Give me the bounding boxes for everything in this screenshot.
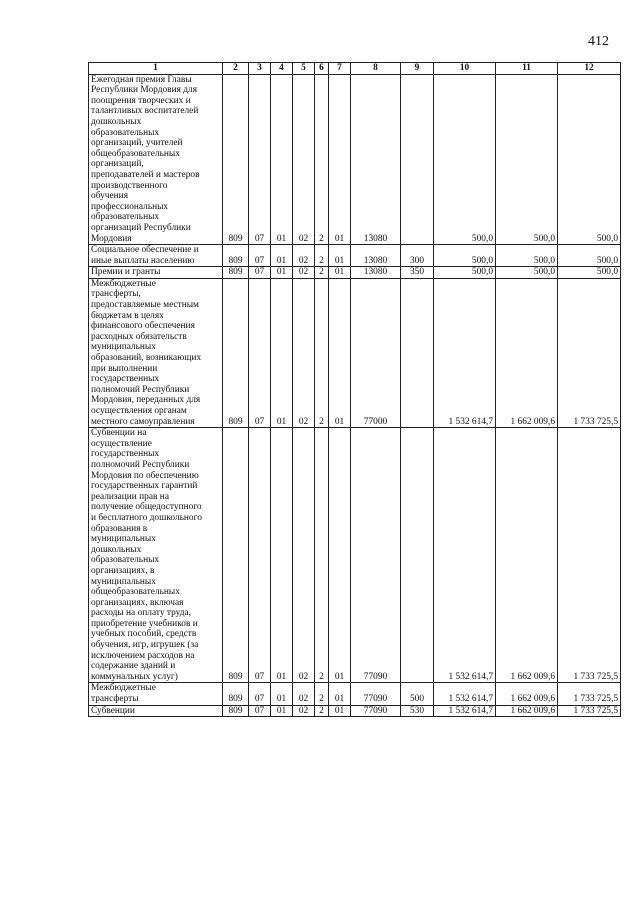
cell-c9 bbox=[401, 428, 434, 683]
header-cell: 10 bbox=[434, 63, 496, 75]
cell-c12: 500,0 bbox=[558, 74, 621, 245]
cell-c10: 1 532 614,7 bbox=[434, 705, 496, 717]
header-cell: 7 bbox=[329, 63, 351, 75]
row-name-line: образовательных bbox=[91, 555, 160, 566]
cell-c10: 1 532 614,7 bbox=[434, 428, 496, 683]
row-name-line: Субвенции bbox=[91, 705, 135, 716]
row-name-line: и бесплатного дошкольного bbox=[91, 512, 202, 523]
cell-c11: 500,0 bbox=[496, 245, 558, 267]
cell-c8: 77090 bbox=[351, 428, 401, 683]
cell-c6: 2 bbox=[315, 705, 329, 717]
cell-c6: 2 bbox=[315, 278, 329, 427]
row-name-line: организаций, bbox=[91, 159, 144, 170]
cell-c9: 500 bbox=[401, 683, 434, 705]
row-name-line: образования в bbox=[91, 523, 148, 534]
row-name-line: полномочий Республики bbox=[91, 384, 190, 395]
cell-c9: 530 bbox=[401, 705, 434, 717]
row-name-line: государственных bbox=[91, 374, 160, 385]
row-name-line: организаций, учителей bbox=[91, 138, 183, 149]
row-name-line: общеобразовательных bbox=[91, 148, 180, 159]
cell-c3: 07 bbox=[249, 267, 271, 279]
cell-c4: 01 bbox=[271, 705, 293, 717]
cell-c7: 01 bbox=[329, 245, 351, 267]
cell-c9 bbox=[401, 74, 434, 245]
cell-c8: 13080 bbox=[351, 74, 401, 245]
row-name-line: дошкольных bbox=[91, 116, 142, 127]
row-name-cell bbox=[89, 705, 223, 717]
cell-c7: 01 bbox=[329, 74, 351, 245]
cell-c4: 01 bbox=[271, 245, 293, 267]
row-name-line: дошкольных bbox=[91, 544, 142, 555]
row-name-line: трансферты, bbox=[91, 289, 141, 300]
row-name-cell bbox=[89, 74, 223, 245]
header-cell: 4 bbox=[271, 63, 293, 75]
header-cell: 6 bbox=[315, 63, 329, 75]
row-name-line: получение общедоступного bbox=[91, 502, 202, 513]
cell-c4: 01 bbox=[271, 428, 293, 683]
cell-c2: 809 bbox=[223, 705, 249, 717]
header-cell: 1 bbox=[89, 63, 223, 75]
cell-c12: 1 733 725,5 bbox=[558, 705, 621, 717]
cell-c3: 07 bbox=[249, 705, 271, 717]
cell-c2: 809 bbox=[223, 278, 249, 427]
row-name-line: Мордовия bbox=[91, 233, 132, 244]
cell-c11: 1 662 009,6 bbox=[496, 278, 558, 427]
cell-c5: 02 bbox=[293, 683, 315, 705]
cell-c5: 02 bbox=[293, 267, 315, 279]
cell-c3: 07 bbox=[249, 74, 271, 245]
cell-c8: 77000 bbox=[351, 278, 401, 427]
cell-c7: 01 bbox=[329, 278, 351, 427]
budget-table bbox=[88, 62, 621, 717]
cell-c11: 500,0 bbox=[496, 267, 558, 279]
row-name-line: трансферты bbox=[91, 694, 139, 705]
row-name-cell bbox=[89, 278, 223, 427]
cell-c11: 1 662 009,6 bbox=[496, 683, 558, 705]
header-cell: 8 bbox=[351, 63, 401, 75]
row-name-line: иные выплаты населению bbox=[91, 255, 195, 266]
cell-c5: 02 bbox=[293, 74, 315, 245]
row-name-line: предоставляемые местным bbox=[91, 300, 199, 311]
cell-c6: 2 bbox=[315, 74, 329, 245]
row-name-line: организаций Республики bbox=[91, 222, 191, 233]
cell-c8: 13080 bbox=[351, 245, 401, 267]
row-name-line: общеобразовательных bbox=[91, 587, 180, 598]
header-cell: 3 bbox=[249, 63, 271, 75]
cell-c3: 07 bbox=[249, 428, 271, 683]
cell-c7: 01 bbox=[329, 683, 351, 705]
row-name-line: исключением расходов на bbox=[91, 650, 195, 661]
row-name-line: Социальное обеспечение и bbox=[91, 245, 199, 256]
row-name-line: производственного bbox=[91, 180, 168, 191]
header-row bbox=[89, 63, 621, 75]
row-name-line: профессиональных bbox=[91, 201, 169, 212]
row-name-cell bbox=[89, 245, 223, 267]
table-body bbox=[89, 74, 621, 717]
cell-c7: 01 bbox=[329, 428, 351, 683]
cell-c12: 1 733 725,5 bbox=[558, 683, 621, 705]
cell-c12: 1 733 725,5 bbox=[558, 428, 621, 683]
cell-c2: 809 bbox=[223, 74, 249, 245]
header-cell: 9 bbox=[401, 63, 434, 75]
table-row bbox=[89, 705, 621, 717]
row-name-line: муниципальных bbox=[91, 576, 156, 587]
cell-c7: 01 bbox=[329, 267, 351, 279]
table-row bbox=[89, 428, 621, 683]
row-name-line: образовательных bbox=[91, 127, 160, 138]
row-name-line: Премии и гранты bbox=[91, 267, 161, 278]
cell-c12: 1 733 725,5 bbox=[558, 278, 621, 427]
row-name-cell bbox=[89, 683, 223, 705]
row-name-line: Мордовия по обеспечению bbox=[91, 470, 199, 481]
cell-c9 bbox=[401, 278, 434, 427]
row-name-cell bbox=[89, 267, 223, 279]
cell-c12: 500,0 bbox=[558, 267, 621, 279]
row-name-line: организациях, в bbox=[91, 565, 155, 576]
cell-c11: 1 662 009,6 bbox=[496, 705, 558, 717]
table-row bbox=[89, 683, 621, 705]
cell-c5: 02 bbox=[293, 278, 315, 427]
header-cell: 2 bbox=[223, 63, 249, 75]
cell-c2: 809 bbox=[223, 428, 249, 683]
cell-c4: 01 bbox=[271, 683, 293, 705]
row-name-line: государственных bbox=[91, 449, 160, 460]
row-name-line: Межбюджетные bbox=[91, 683, 156, 694]
cell-c7: 01 bbox=[329, 705, 351, 717]
cell-c2: 809 bbox=[223, 245, 249, 267]
cell-c8: 77090 bbox=[351, 683, 401, 705]
row-name-line: обучения bbox=[91, 191, 129, 202]
cell-c2: 809 bbox=[223, 267, 249, 279]
row-name-line: содержание зданий и bbox=[91, 661, 176, 672]
row-name-line: учебных пособий, средств bbox=[91, 629, 197, 640]
row-name-line: Мордовия, переданных для bbox=[91, 395, 201, 406]
cell-c12: 500,0 bbox=[558, 245, 621, 267]
cell-c4: 01 bbox=[271, 267, 293, 279]
row-name-line: полномочий Республики bbox=[91, 459, 190, 470]
row-name-line: образований, возникающих bbox=[91, 353, 202, 364]
row-name-cell bbox=[89, 428, 223, 683]
row-name-line: Межбюджетные bbox=[91, 278, 156, 289]
row-name-line: Республики Мордовия для bbox=[91, 85, 198, 96]
page-number: 412 bbox=[588, 34, 609, 49]
row-name-line: организациях, включая bbox=[91, 597, 184, 608]
cell-c2: 809 bbox=[223, 683, 249, 705]
row-name-line: расходы на оплату труда, bbox=[91, 608, 192, 619]
cell-c10: 500,0 bbox=[434, 245, 496, 267]
cell-c5: 02 bbox=[293, 705, 315, 717]
header-cell: 12 bbox=[558, 63, 621, 75]
cell-c10: 500,0 bbox=[434, 267, 496, 279]
cell-c6: 2 bbox=[315, 245, 329, 267]
row-name-line: государственных гарантий bbox=[91, 481, 198, 492]
cell-c10: 1 532 614,7 bbox=[434, 278, 496, 427]
cell-c6: 2 bbox=[315, 683, 329, 705]
cell-c4: 01 bbox=[271, 74, 293, 245]
row-name-line: преподавателей и мастеров bbox=[91, 169, 200, 180]
row-name-line: осуществления органам bbox=[91, 406, 187, 416]
row-name-line: при выполнении bbox=[91, 363, 158, 374]
cell-c11: 1 662 009,6 bbox=[496, 428, 558, 683]
row-name-line: талантливых воспитателей bbox=[91, 106, 199, 117]
row-name-line: финансового обеспечения bbox=[91, 321, 195, 332]
header-cell: 5 bbox=[293, 63, 315, 75]
cell-c6: 2 bbox=[315, 428, 329, 683]
row-name-line: бюджетам в целях bbox=[91, 310, 164, 321]
row-name-line: коммунальных услуг) bbox=[91, 671, 178, 682]
row-name-line: муниципальных bbox=[91, 534, 156, 545]
row-name-line: обучения, игр, игрушек (за bbox=[91, 640, 199, 651]
cell-c3: 07 bbox=[249, 683, 271, 705]
cell-c4: 01 bbox=[271, 278, 293, 427]
cell-c11: 500,0 bbox=[496, 74, 558, 245]
row-name-line: местного самоуправления bbox=[91, 416, 195, 427]
cell-c5: 02 bbox=[293, 428, 315, 683]
row-name-line: поощрения творческих и bbox=[91, 95, 191, 106]
row-name-line: приобретение учебников и bbox=[91, 618, 198, 629]
cell-c3: 07 bbox=[249, 278, 271, 427]
table-row bbox=[89, 267, 621, 279]
cell-c6: 2 bbox=[315, 267, 329, 279]
row-name-line: расходных обязательств bbox=[91, 331, 187, 342]
table-row bbox=[89, 245, 621, 267]
row-name-line: осуществление bbox=[91, 438, 152, 449]
row-name-line: Субвенции на bbox=[91, 428, 147, 439]
cell-c9: 300 bbox=[401, 245, 434, 267]
row-name-line: образовательных bbox=[91, 212, 160, 223]
table-row bbox=[89, 74, 621, 245]
cell-c9: 350 bbox=[401, 267, 434, 279]
row-name-line: реализации прав на bbox=[91, 491, 169, 502]
cell-c10: 500,0 bbox=[434, 74, 496, 245]
row-name-line: Ежегодная премия Главы bbox=[91, 74, 192, 85]
row-name-line: муниципальных bbox=[91, 342, 156, 353]
header-cell: 11 bbox=[496, 63, 558, 75]
table-row bbox=[89, 278, 621, 427]
cell-c8: 77090 bbox=[351, 705, 401, 717]
cell-c10: 1 532 614,7 bbox=[434, 683, 496, 705]
cell-c3: 07 bbox=[249, 245, 271, 267]
cell-c5: 02 bbox=[293, 245, 315, 267]
cell-c8: 13080 bbox=[351, 267, 401, 279]
